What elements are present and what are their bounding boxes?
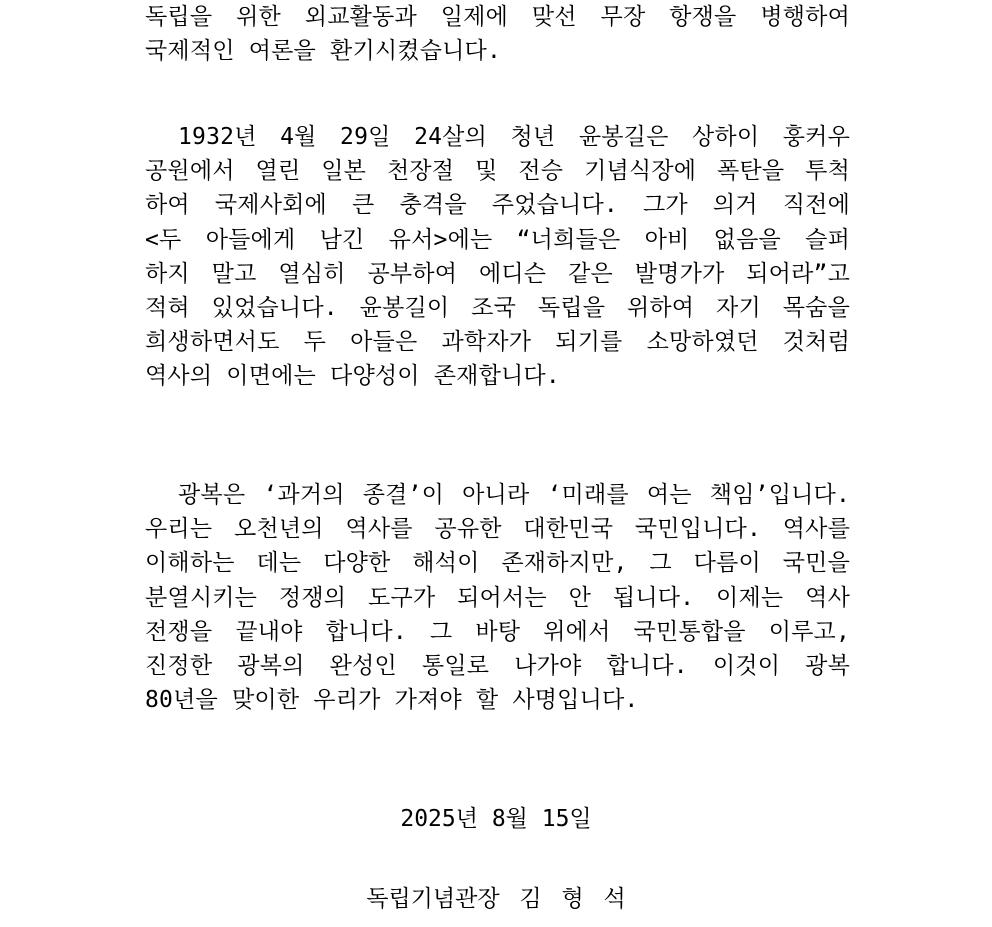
paragraph-line: <두 아들에게 남긴 유서>에는 “너희들은 아비 없음을 슬퍼 [145,226,850,253]
paragraph-line: 독립을 위한 외교활동과 일제에 맞선 무장 항쟁을 병행하여 [145,4,850,30]
paragraph-line: 국제적인 여론을 환기시켰습니다. [145,38,501,65]
paragraph-line: 이해하는 데는 다양한 해석이 존재하지만, 그 다름이 국민을 [145,550,850,577]
document-date: 2025년 8월 15일 [400,806,592,832]
paragraph-line: 적혀 있었습니다. 윤봉길이 조국 독립을 위하여 자기 목숨을 [145,294,850,321]
paragraph-line: 하지 말고 열심히 공부하여 에디슨 같은 발명가가 되어라”고 [145,260,850,287]
signature-line: 독립기념관장 김 형 석 [366,886,626,912]
paragraph-diplomacy [145,0,850,68]
paragraph-line: 전쟁을 끝내야 합니다. 그 바탕 위에서 국민통합을 이루고, [145,618,850,645]
paragraph-yun-bong-gil [145,120,850,394]
paragraph-line: 진정한 광복의 완성인 통일로 나가야 합니다. 이것이 광복 [145,652,850,679]
paragraph-line: 1932년 4월 29일 24살의 청년 윤봉길은 상하이 훙커우 [178,124,850,150]
paragraph-line: 분열시키는 정쟁의 도구가 되어서는 안 됩니다. 이제는 역사 [145,584,850,611]
paragraph-liberation [145,478,850,717]
paragraph-line: 하여 국제사회에 큰 충격을 주었습니다. 그가 의거 직전에 [145,192,850,219]
paragraph-line: 역사의 이면에는 다양성이 존재합니다. [145,363,560,390]
paragraph-line: 80년을 맞이한 우리가 가져야 할 사명입니다. [145,687,639,714]
paragraph-line: 우리는 오천년의 역사를 공유한 대한민국 국민입니다. 역사를 [145,516,850,543]
paragraph-line: 희생하면서도 두 아들은 과학자가 되기를 소망하였던 것처럼 [145,329,850,356]
paragraph-line: 광복은 ‘과거의 종결’이 아니라 ‘미래를 여는 책임’입니다. [178,482,850,508]
paragraph-line: 공원에서 열린 일본 천장절 및 전승 기념식장에 폭탄을 투척 [145,158,850,185]
